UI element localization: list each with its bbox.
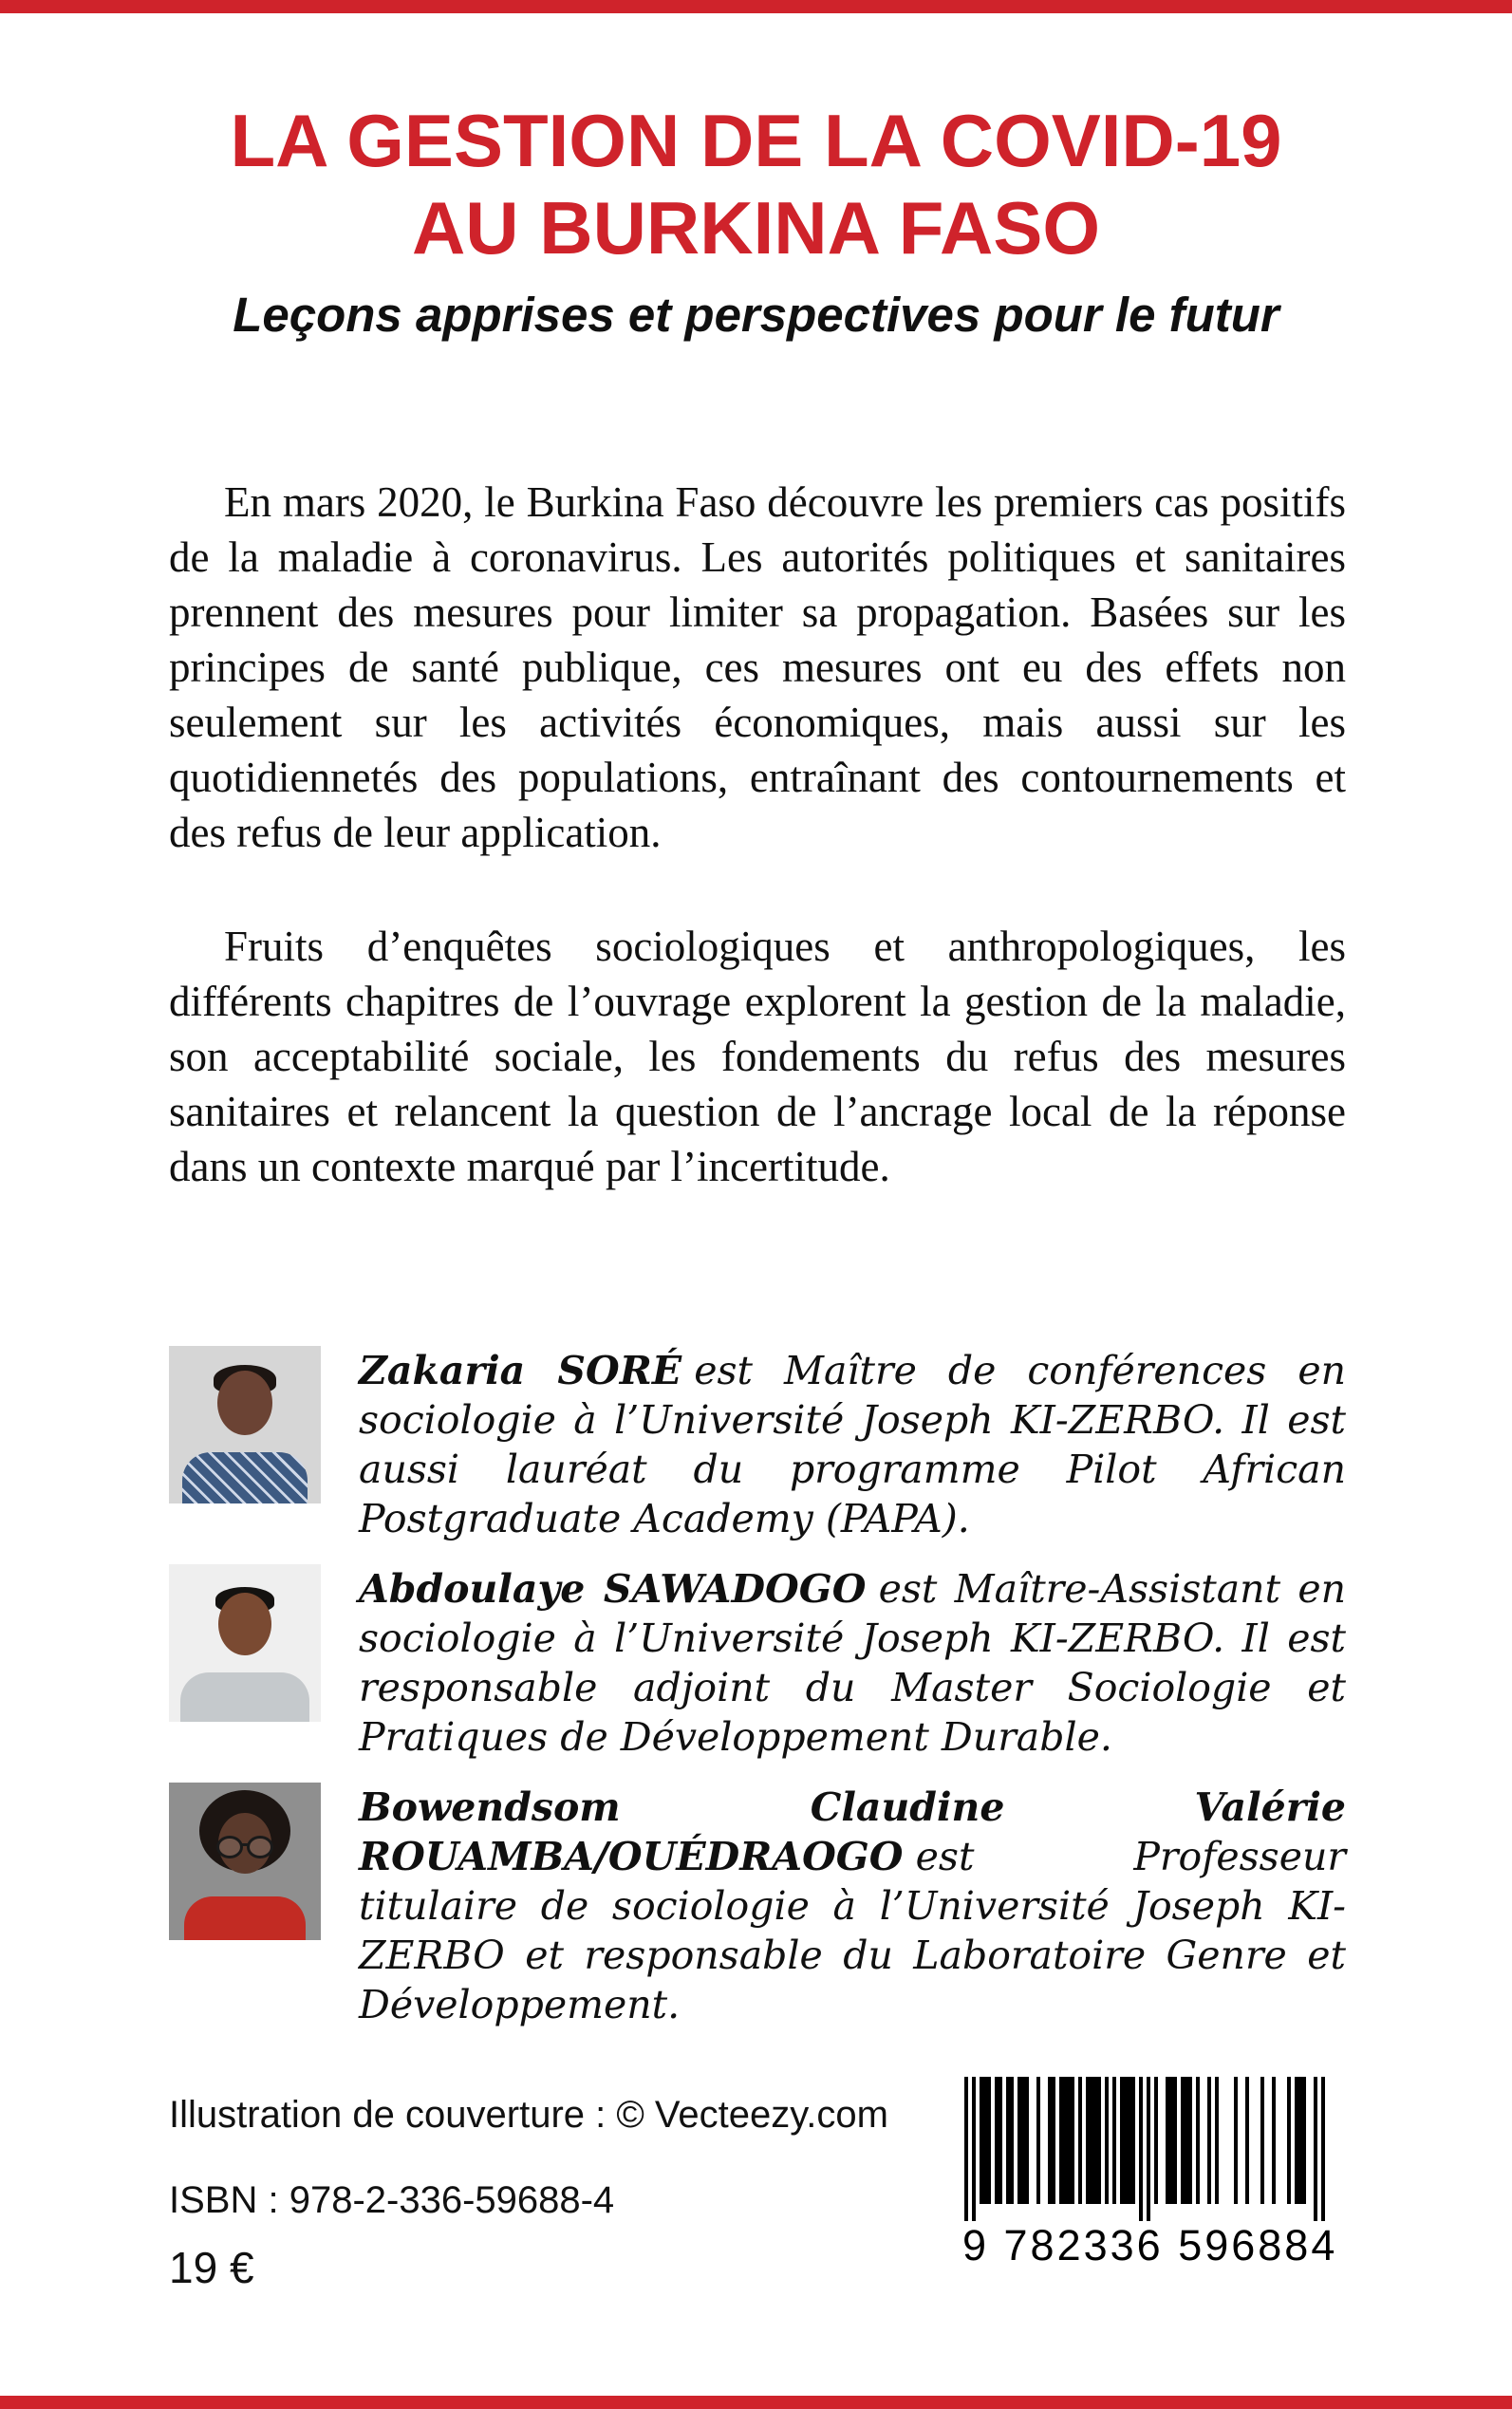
- barcode: [962, 2077, 1338, 2270]
- synopsis-paragraph-2: Fruits d’enquêtes sociologiques et anthropologiques, les différents chapitres de l’ouvrage explorent la gestion de la maladie, son acceptabilité sociale, les fondements du refus des mesures sanitaires et relancent la question de l’ancrage local de la réponse dans un contexte marqué par l’incertitude.: [169, 923, 1346, 1190]
- synopsis: [169, 475, 1346, 1253]
- photo-torso: [180, 1672, 309, 1722]
- author-photo-zakaria-sore: [169, 1346, 321, 1503]
- author-bio: [359, 1783, 1346, 2029]
- author-bio-text: est Maître de conférences en sociologie à l’Université Joseph KI-ZERBO. Il est aussi lauréat du programme Pilot African Postgraduate Academy (PAPA).: [359, 1348, 1346, 1541]
- author-name: Bowendsom Claudine Valérie ROUAMBA/OUÉDRAOGO: [359, 1784, 1346, 1879]
- synopsis-paragraph-1: En mars 2020, le Burkina Faso découvre les premiers cas positifs de la maladie à coronavirus. Les autorités politiques et sanitaires prennent des mesures pour limiter sa propagation. Basées sur les principes de santé publique, ces mesures ont eu des effets non seulement sur les activités économiques, mais aussi sur les quotidiennetés des populations, entraînant des contournements et des refus de leur application.: [169, 478, 1346, 856]
- author-photo-abdoulaye-sawadogo: [169, 1564, 321, 1722]
- page-title-line-2: AU BURKINA FASO: [411, 186, 1101, 270]
- author-bio-text: est Professeur titulaire de sociologie à l’Université Joseph KI-ZERBO et responsable du Laboratoire Genre et Développement.: [359, 1834, 1346, 2027]
- author-photo-claudine-rouamba-ouedraogo: [169, 1783, 321, 1940]
- author-name: Abdoulaye SAWADOGO: [359, 1566, 867, 1612]
- photo-head: [217, 1371, 272, 1435]
- author-name: Zakaria SORÉ: [359, 1348, 682, 1393]
- glasses-icon: [215, 1836, 275, 1857]
- author-bio-text: est Maître-Assistant en sociologie à l’Université Joseph KI-ZERBO. Il est responsable adjoint du Master Sociologie et Pratiques de Développement Durable.: [359, 1566, 1346, 1760]
- author-row-claudine-rouamba-ouedraogo: [169, 1783, 1346, 2029]
- subtitle: Leçons apprises et perspectives pour le futur: [233, 288, 1279, 342]
- authors-section: [169, 1346, 1346, 2050]
- page-title-line-1: LA GESTION DE LA COVID-19: [230, 99, 1282, 182]
- illustration-credit: Illustration de couverture : © Vecteezy.com: [169, 2094, 888, 2136]
- isbn: ISBN : 978-2-336-59688-4: [169, 2179, 615, 2221]
- author-row-abdoulaye-sawadogo: [169, 1564, 1346, 1762]
- author-bio: [359, 1564, 1346, 1762]
- barcode-bars: [962, 2077, 1327, 2221]
- photo-head: [218, 1593, 271, 1655]
- bottom-red-strip: [0, 2396, 1512, 2409]
- author-row-zakaria-sore: [169, 1346, 1346, 1543]
- photo-torso: [184, 1896, 306, 1940]
- photo-torso: [182, 1452, 308, 1503]
- barcode-number: 9 782336 596884: [962, 2221, 1338, 2269]
- top-red-strip: [0, 0, 1512, 13]
- price: 19 €: [169, 2243, 254, 2292]
- title-block: [0, 97, 1512, 343]
- author-bio: [359, 1346, 1346, 1543]
